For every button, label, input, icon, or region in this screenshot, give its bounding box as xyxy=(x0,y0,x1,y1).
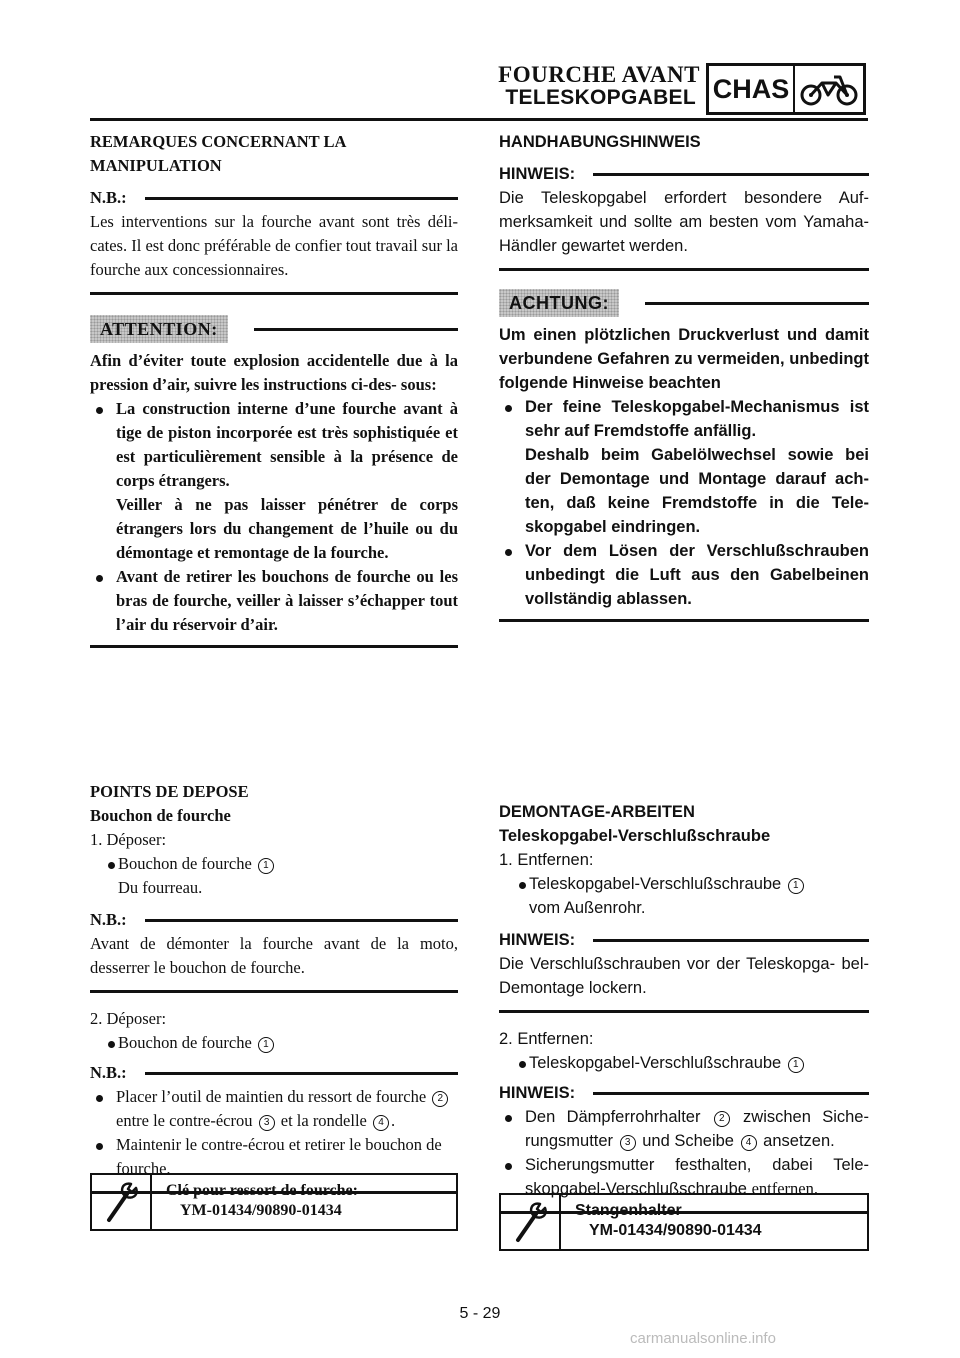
hinweis-text: Die Teleskopgabel erfordert besondere Auf- merksamkeit und sollte am besten vom Yamaha-Händler gewartet werden. xyxy=(499,189,869,255)
step-2: 2. Déposer: xyxy=(90,1009,167,1028)
nb-header xyxy=(90,186,458,210)
hinweis-rule xyxy=(499,268,869,271)
step-2-item-text: Teleskopgabel-Verschlußschraube xyxy=(529,1054,782,1072)
section-subheading: Teleskopgabel-Verschlußschraube xyxy=(499,827,771,845)
hinweis-rule xyxy=(499,1010,869,1013)
achtung-bullet-cont: Deshalb beim Gabelölwechsel sowie bei der Demontage und Montage darauf ach- ten, daß keine Fremdstoffe in die Tele- skopgabel eindringen. xyxy=(525,446,869,536)
attention-bullet xyxy=(90,397,458,493)
tool-box xyxy=(90,1173,458,1231)
callout-number: 2 xyxy=(714,1111,730,1127)
achtung-intro: Um einen plötzlichen Druckverlust und damit verbundene Gefahren zu vermeiden, unbedingt folgende Hinweise beachten xyxy=(499,326,869,392)
attention-bullet-cont: Veiller à ne pas laisser pénétrer de corps étrangers lors du changement de l’huile ou du démontage et remontage de la fourche. xyxy=(116,495,458,562)
step-1-item-text: Teleskopgabel-Verschlußschraube xyxy=(529,875,782,893)
nb-bullet-text: . xyxy=(391,1111,396,1130)
watermark: carmanualsonline.info xyxy=(630,1330,776,1347)
callout-number: 1 xyxy=(258,1037,274,1053)
right-top-section xyxy=(499,130,869,622)
nb-text: Les interventions sur la fourche avant sont très déli- cates. Il est donc préférable de confier tout travail sur la fourche aux concessionnaires. xyxy=(90,212,458,279)
attention-bullet-text: Avant de retirer les bouchons de fourche ou les bras de fourche, veiller à laisser s’échapper tout l’air du réservoir d’air. xyxy=(116,567,458,634)
callout-number: 1 xyxy=(258,858,274,874)
section-heading: POINTS DE DEPOSE xyxy=(90,782,249,801)
step-2-item xyxy=(499,1051,869,1075)
callout-number: 1 xyxy=(788,1057,804,1073)
hinweis-header xyxy=(499,1081,869,1105)
step-1-item xyxy=(499,872,869,896)
achtung-bullet-text: Vor dem Lösen der Verschlußschrauben unbedingt die Luft aus den Gabelbeinen vollständig ablassen. xyxy=(525,542,869,608)
wrench-icon xyxy=(92,1175,152,1229)
callout-number: 4 xyxy=(741,1135,757,1151)
nb-label: N.B.: xyxy=(90,910,127,929)
attention-intro: Afin d’éviter toute explosion accidentelle due à la pression d’air, suivre les instructions ci-des- sous: xyxy=(90,351,458,394)
nb-label: N.B.: xyxy=(90,1063,127,1082)
hinweis-label: HINWEIS: xyxy=(499,1084,576,1102)
callout-number: 3 xyxy=(620,1135,636,1151)
callout-number: 3 xyxy=(259,1115,275,1131)
nb-text: Avant de démonter la fourche avant de la moto, desserrer le bouchon de fourche. xyxy=(90,934,458,977)
nb-header xyxy=(90,1061,458,1085)
step-2: 2. Entfernen: xyxy=(499,1030,594,1048)
right-bottom-section xyxy=(499,800,869,1214)
hinweis-bullet-text: ansetzen. xyxy=(763,1132,835,1150)
hinweis-label: HINWEIS: xyxy=(499,931,576,949)
section-badge xyxy=(706,63,866,115)
tool-text xyxy=(561,1195,776,1249)
header-title-fr: FOURCHE AVANT xyxy=(498,62,700,87)
page-number: 5 - 29 xyxy=(459,1305,501,1322)
header-title-de: TELESKOPGABEL xyxy=(505,86,696,109)
hinweis-bullet-text: und Scheibe xyxy=(642,1132,734,1150)
nb-rule xyxy=(90,292,458,295)
tool-text xyxy=(152,1175,372,1229)
callout-number: 2 xyxy=(432,1091,448,1107)
header-rule xyxy=(90,118,868,121)
achtung-rule xyxy=(499,619,869,622)
section-subheading: Bouchon de fourche xyxy=(90,806,231,825)
hinweis-text: Die Verschlußschrauben vor der Teleskopga- bel-Demontage lockern. xyxy=(499,955,869,997)
step-1-item xyxy=(90,852,458,876)
section-heading: REMARQUES CONCERNANT LA xyxy=(90,132,347,151)
step-1-item-text: Bouchon de fourche xyxy=(118,854,252,873)
wrench-icon xyxy=(501,1195,561,1249)
nb-bullet-text: Maintenir le contre-écrou et retirer le bouchon de fourche. xyxy=(116,1135,442,1178)
hinweis-bullet-text: Den Dämpferrohrhalter xyxy=(525,1108,701,1126)
nb-label: N.B.: xyxy=(90,188,127,207)
hinweis-bullet-text: Sicherungsmutter festhalten, dabei Tele- skopgabel-Verschlußschraube xyxy=(525,1156,869,1198)
attention-bullet xyxy=(90,565,458,637)
achtung-bullet xyxy=(499,395,869,443)
nb-bullet-text: Placer l’outil de maintien du ressort de fourche xyxy=(116,1087,427,1106)
hinweis-header xyxy=(499,162,869,186)
step-2-item xyxy=(90,1031,458,1055)
achtung-label: ACHTUNG: xyxy=(499,289,619,317)
achtung-bullet-text: Der feine Teleskopgabel-Mechanismus ist sehr auf Fremdstoffe anfällig. xyxy=(525,398,869,440)
achtung-bullet xyxy=(499,539,869,611)
hinweis-bullet xyxy=(499,1105,869,1153)
tool-part-number: YM-01434/90890-01434 xyxy=(589,1222,762,1239)
attention-label: ATTENTION: xyxy=(90,315,228,343)
tool-name: Clé pour ressort de fourche: xyxy=(166,1182,358,1199)
hinweis-label: HINWEIS: xyxy=(499,165,576,183)
callout-number: 1 xyxy=(788,878,804,894)
section-heading-line2: MANIPULATION xyxy=(90,156,222,175)
tool-name: Stangenhalter xyxy=(575,1202,682,1219)
left-bottom-section xyxy=(90,780,458,1194)
section-heading: DEMONTAGE-ARBEITEN xyxy=(499,803,695,821)
nb-bullet xyxy=(90,1085,458,1133)
step-1: 1. Déposer: xyxy=(90,830,167,849)
left-top-section xyxy=(90,130,458,648)
attention-header xyxy=(90,315,458,343)
step-1: 1. Entfernen: xyxy=(499,851,594,869)
step-1-item-cont: vom Außenrohr. xyxy=(529,899,646,917)
tool-part-number: YM-01434/90890-01434 xyxy=(180,1202,342,1219)
step-2-item-text: Bouchon de fourche xyxy=(118,1033,252,1052)
section-heading: HANDHABUNGSHINWEIS xyxy=(499,133,701,151)
nb-bullet-text: entre le contre-écrou xyxy=(116,1111,253,1130)
hinweis-bullet-text: entfernen. xyxy=(751,1179,818,1198)
motorcycle-icon xyxy=(795,66,863,112)
nb-header xyxy=(90,908,458,932)
hinweis-bullet-text: zwischen Siche- rungsmutter xyxy=(525,1108,869,1150)
callout-number: 4 xyxy=(373,1115,389,1131)
section-label: CHAS xyxy=(709,66,795,112)
nb-rule xyxy=(90,990,458,993)
step-1-item-cont: Du fourreau. xyxy=(118,878,203,897)
attention-bullet-text: La construction interne d’une fourche avant à tige de piston incorporée est très sophistiquée et est particulièrement sensible à la présence de corps étrangers. xyxy=(116,399,458,490)
tool-box xyxy=(499,1193,869,1251)
hinweis-header xyxy=(499,928,869,952)
achtung-header xyxy=(499,289,869,317)
attention-rule xyxy=(90,645,458,648)
nb-bullet-text: et la rondelle xyxy=(280,1111,367,1130)
